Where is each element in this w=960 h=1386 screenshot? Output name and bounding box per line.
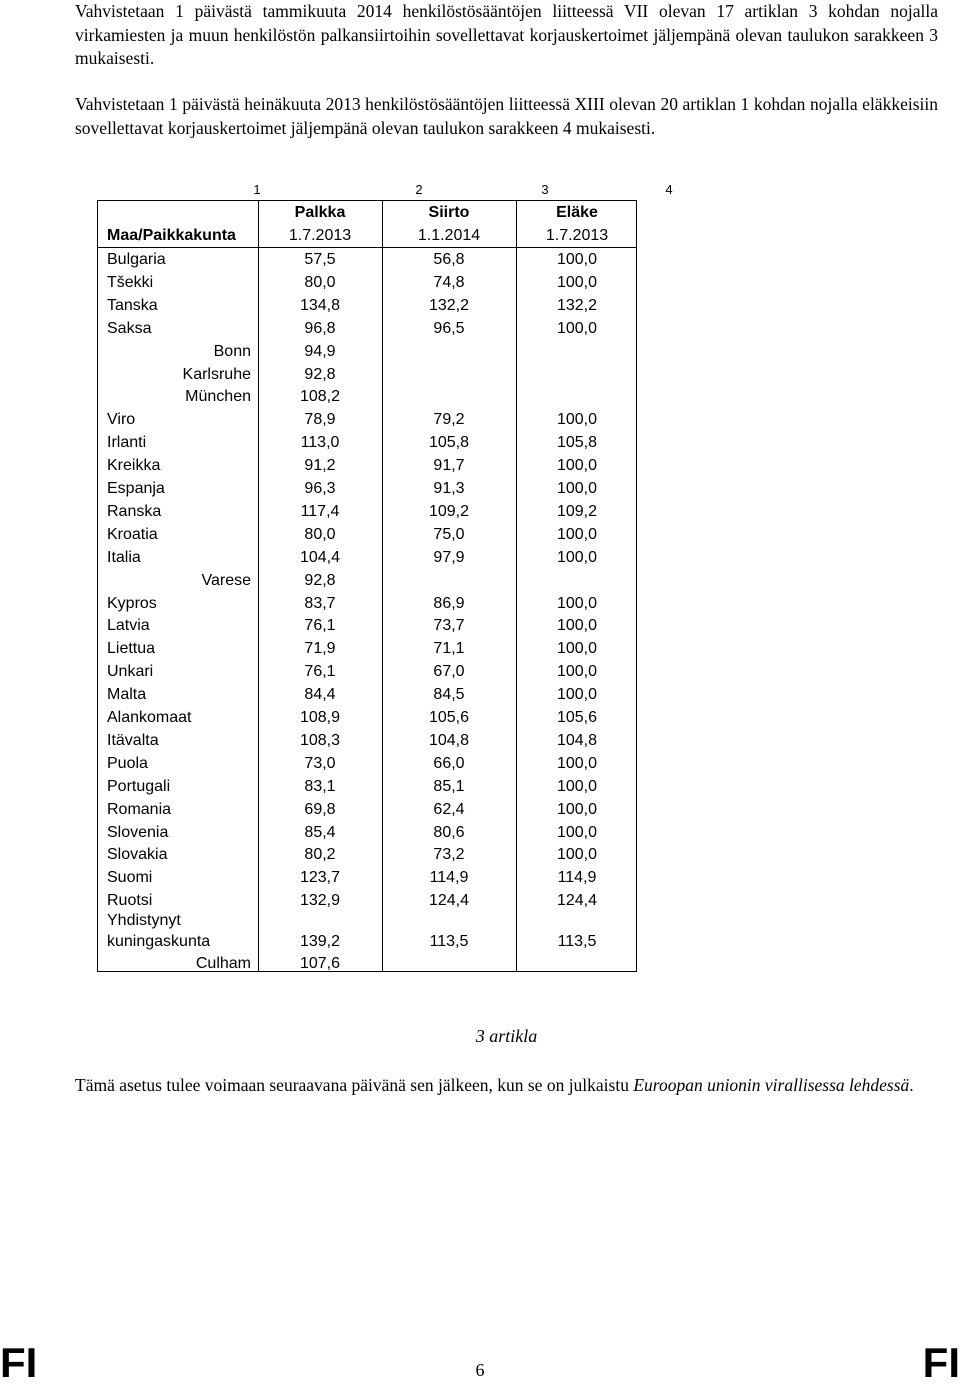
row-country: Varese [201,571,251,589]
row-elake: 100,0 [556,686,598,704]
column-number-4: 4 [665,182,673,197]
column-number-1: 1 [253,182,261,197]
table-row [98,821,636,844]
row-siirto: 124,4 [428,892,470,910]
row-elake: 100,0 [556,617,598,635]
article-text-journal: Euroopan unionin virallisessa lehdessä [633,1075,910,1095]
row-country: Bulgaria [107,251,166,268]
row-elake: 100,0 [556,548,598,566]
row-country: kuningaskunta [107,933,211,950]
row-palkka: 94,9 [304,342,336,360]
row-siirto: 86,9 [433,594,465,612]
table-row [98,592,636,615]
row-palkka: 83,1 [304,777,336,795]
row-siirto: 109,2 [428,502,470,520]
row-elake: 100,0 [556,273,598,291]
row-elake: 100,0 [556,640,598,658]
row-palkka: 108,9 [299,709,341,726]
row-country: Latvia [107,617,150,635]
row-elake: 100,0 [556,480,598,497]
header-palkka: Palkka [294,204,346,221]
row-country: Slovakia [107,846,168,864]
row-country: Yhdistynyt [107,912,181,929]
language-code-right: FI [922,1339,960,1386]
table-row [98,546,636,569]
row-siirto: 75,0 [433,525,465,543]
row-elake: 100,0 [556,319,598,337]
article-text [75,1074,938,1098]
row-country: Culham [195,955,251,972]
row-country: Kypros [107,594,157,612]
table-row [98,843,636,866]
table-row [98,752,636,775]
row-palkka: 76,1 [304,663,336,681]
table-row [98,569,636,592]
row-country: Romania [107,800,172,818]
row-country: Viro [107,411,136,429]
row-siirto: 132,2 [428,296,470,314]
header-country: Maa/Paikkakunta [107,227,236,244]
row-palkka: 104,4 [299,548,341,566]
table-row [98,431,636,454]
row-siirto: 66,0 [433,754,465,772]
row-palkka: 96,3 [304,480,336,497]
row-elake: 100,0 [556,823,598,841]
row-country: Ruotsi [107,892,153,910]
row-palkka: 78,9 [304,411,336,429]
row-elake: 100,0 [556,777,598,795]
table-row [98,909,636,951]
table-row [98,952,636,975]
row-palkka: 92,8 [304,571,336,589]
row-elake: 100,0 [556,800,598,818]
row-palkka: 92,8 [304,365,336,383]
table-row [98,340,636,363]
row-elake: 109,2 [556,502,598,520]
row-palkka: 123,7 [299,869,341,887]
header-siirto-date: 1.1.2014 [417,227,481,244]
row-siirto: 91,3 [433,480,465,497]
row-siirto: 114,9 [429,869,469,887]
article-title: 3 artikla [475,1026,538,1046]
row-palkka: 71,9 [304,640,336,658]
table-row [98,706,636,729]
table-row [98,523,636,546]
table-row [98,660,636,683]
row-elake: 105,8 [556,434,598,452]
table-row [98,271,636,294]
row-palkka: 134,8 [299,296,341,314]
row-country: Puola [107,754,148,772]
table-row [98,500,636,523]
row-palkka: 83,7 [304,594,336,612]
row-palkka: 108,3 [299,731,341,749]
row-elake: 100,0 [556,411,598,429]
table-row [98,637,636,660]
row-country: Portugali [107,777,171,795]
row-palkka: 139,2 [299,933,341,950]
row-siirto: 79,2 [433,411,465,429]
row-palkka: 107,6 [299,955,341,972]
row-country: Unkari [107,663,154,681]
row-country: Italia [107,548,141,566]
row-palkka: 108,2 [299,388,341,406]
table-row [98,798,636,821]
row-country: Tšekki [107,273,154,291]
paragraph-correction-coefficients-transfers: Vahvistetaan 1 päivästä tammikuuta 2014 henkilöstösääntöjen liitteessä VII olevan 17 artiklan 3 kohdan nojalla virkamiesten ja muun henkilöstön palkansiirtoihin sovellettavat korjauskertoimet jäljempänä olevan taulukon sarakkeen 3 mukaisesti. [75,1,938,68]
row-country: Itävalta [107,731,159,749]
correction-coefficients-table [97,200,637,972]
row-country: Liettua [107,640,156,658]
row-siirto: 73,7 [433,617,465,635]
row-siirto: 104,8 [428,731,470,749]
language-code-left: FI [0,1339,38,1386]
paragraph-correction-coefficients-pensions: Vahvistetaan 1 päivästä heinäkuuta 2013 henkilöstösääntöjen liitteessä XIII olevan 20 artiklan 1 kohdan nojalla eläkkeisiin sovellettavat korjauskertoimet jäljempänä olevan taulukon sarakkeen 4 mukaisesti. [75,94,938,138]
row-country: Irlanti [107,434,147,452]
row-palkka: 132,9 [299,892,341,910]
row-country: Espanja [107,480,165,497]
article-text-main: Tämä asetus tulee voimaan seuraavana päivänä sen jälkeen, kun se on julkaistu [75,1075,634,1095]
article-text-end: . [909,1075,914,1095]
row-palkka: 96,8 [304,319,336,337]
row-elake: 105,6 [556,709,598,726]
row-country: Ranska [107,502,162,520]
row-country: Slovenia [107,823,169,841]
header-elake: Eläke [556,204,598,221]
row-elake: 100,0 [556,251,598,268]
row-palkka: 69,8 [304,800,336,818]
row-siirto: 84,5 [433,686,465,704]
table-row [98,866,636,889]
row-siirto: 113,5 [429,933,469,950]
row-country: Kroatia [107,525,158,543]
table-row [98,614,636,637]
row-siirto: 91,7 [433,457,465,475]
row-elake: 114,9 [557,869,597,887]
row-elake: 113,5 [557,933,597,950]
row-palkka: 80,0 [304,273,336,291]
row-siirto: 105,8 [428,434,470,452]
row-palkka: 85,4 [304,823,336,841]
row-siirto: 74,8 [433,273,465,291]
table-row [98,294,636,317]
table-row [98,454,636,477]
header-elake-date: 1.7.2013 [545,227,609,244]
row-elake: 132,2 [556,296,598,314]
row-elake: 100,0 [556,457,598,475]
row-elake: 100,0 [556,846,598,864]
header-siirto: Siirto [428,204,470,221]
row-palkka: 80,0 [304,525,336,543]
header-palkka-date: 1.7.2013 [288,227,352,244]
row-siirto: 105,6 [428,709,470,726]
row-siirto: 71,1 [433,640,465,658]
row-elake: 100,0 [556,754,598,772]
row-country: Tanska [107,296,158,314]
table-row [98,408,636,431]
row-palkka: 57,5 [304,251,336,268]
row-elake: 104,8 [556,731,598,749]
row-palkka: 84,4 [304,686,336,704]
page-number: 6 [475,1360,485,1380]
row-country: München [185,388,251,406]
row-elake: 100,0 [556,663,598,681]
row-country: Kreikka [107,457,161,475]
row-country: Alankomaat [107,709,192,726]
row-siirto: 67,0 [433,663,465,681]
row-palkka: 76,1 [304,617,336,635]
row-country: Suomi [107,869,153,887]
table-row [98,775,636,798]
table-row [98,477,636,500]
row-siirto: 73,2 [433,846,465,864]
row-palkka: 73,0 [304,754,336,772]
row-palkka: 80,2 [304,846,336,864]
row-elake: 100,0 [556,594,598,612]
column-number-2: 2 [415,182,423,197]
column-number-3: 3 [541,182,549,197]
row-siirto: 96,5 [433,319,465,337]
row-country: Bonn [213,342,251,360]
row-elake: 100,0 [556,525,598,543]
row-siirto: 56,8 [433,251,465,268]
table-row [98,317,636,340]
table-row [98,729,636,752]
row-country: Malta [107,686,147,704]
row-siirto: 62,4 [433,800,465,818]
table-row [98,385,636,408]
row-country: Saksa [107,319,152,337]
row-siirto: 97,9 [433,548,465,566]
table-row [98,683,636,706]
table-row [98,248,636,271]
row-palkka: 113,0 [300,434,340,452]
row-siirto: 80,6 [433,823,465,841]
row-palkka: 117,4 [300,502,340,520]
row-siirto: 85,1 [433,777,465,795]
table-row [98,363,636,386]
row-palkka: 91,2 [304,457,336,475]
row-elake: 124,4 [556,892,598,910]
row-country: Karlsruhe [182,365,251,383]
table-column-numbers [97,182,673,200]
